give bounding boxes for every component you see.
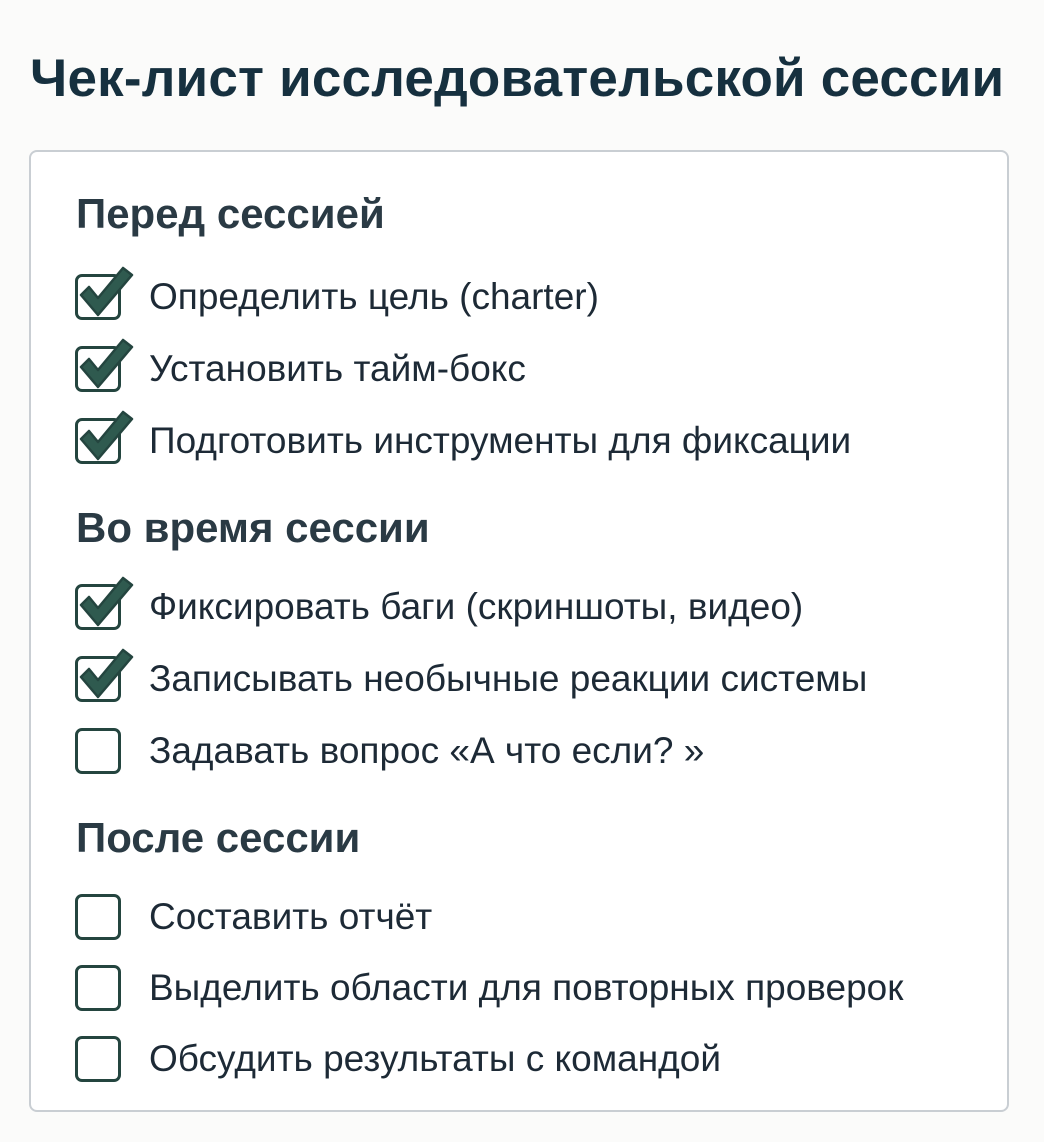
checklist-item[interactable] (75, 272, 599, 322)
item-label: Обсудить результаты с командой (149, 1038, 722, 1079)
checkmark-icon (76, 337, 134, 395)
item-label: Составить отчёт (149, 896, 433, 937)
checkbox[interactable] (75, 346, 121, 392)
checkbox[interactable] (75, 274, 121, 320)
checklist-item[interactable] (75, 344, 526, 394)
section-title-after: После сессии (76, 814, 361, 861)
checkbox[interactable] (75, 894, 121, 940)
checkmark-icon (76, 575, 134, 633)
checkbox[interactable] (75, 728, 121, 774)
item-label: Записывать необычные реакции системы (149, 658, 868, 699)
checklist-item[interactable] (75, 726, 704, 776)
checklist-card (29, 150, 1009, 1112)
checklist-item[interactable] (75, 892, 432, 942)
checkmark-icon (76, 265, 134, 323)
checklist-item[interactable] (75, 582, 803, 632)
item-label: Подготовить инструменты для фиксации (149, 420, 852, 461)
page-title: Чек-лист исследовательской сессии (30, 49, 1005, 108)
checkmark-icon (76, 409, 134, 467)
checkmark-icon (76, 647, 134, 705)
checkbox[interactable] (75, 1036, 121, 1082)
checkbox[interactable] (75, 584, 121, 630)
item-label: Установить тайм-бокс (149, 348, 526, 389)
checklist-item[interactable] (75, 1034, 721, 1084)
section-title-during: Во время сессии (76, 504, 430, 551)
checkbox[interactable] (75, 418, 121, 464)
item-label: Задавать вопрос «А что если? » (149, 730, 705, 771)
checkbox[interactable] (75, 656, 121, 702)
item-label: Определить цель (charter) (149, 276, 599, 317)
checklist-item[interactable] (75, 654, 867, 704)
item-label: Выделить области для повторных проверок (149, 967, 904, 1008)
item-label: Фиксировать баги (скриншоты, видео) (149, 586, 804, 627)
checklist-item[interactable] (75, 416, 851, 466)
checkbox[interactable] (75, 965, 121, 1011)
checklist-item[interactable] (75, 963, 903, 1013)
section-title-before: Перед сессией (76, 190, 385, 237)
